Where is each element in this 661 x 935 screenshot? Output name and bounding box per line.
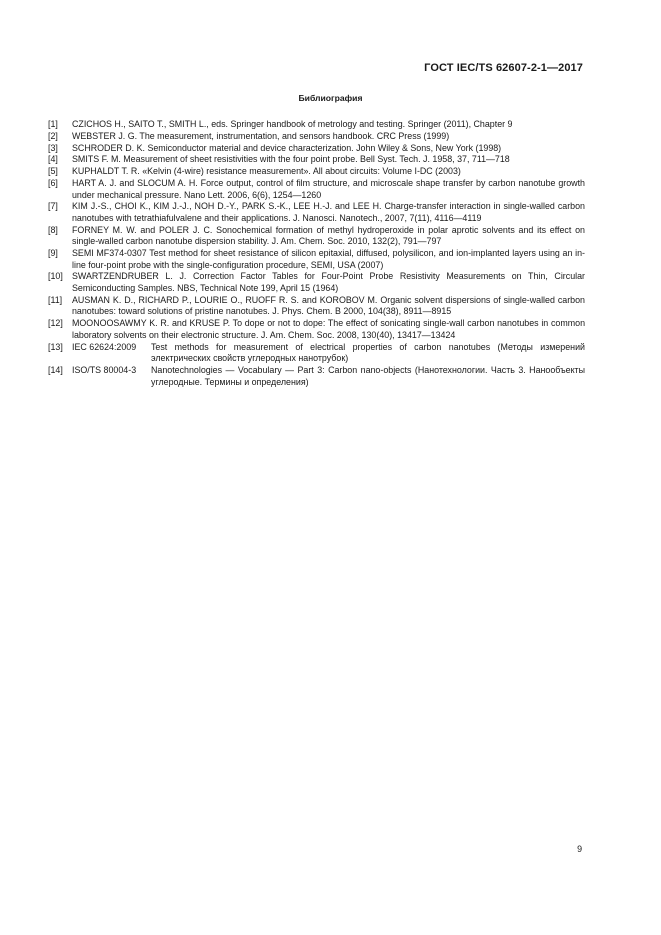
reference-item bbox=[48, 154, 585, 166]
reference-text: SEMI MF374-0307 Test method for sheet resistance of silicon epitaxial, diffused, polysilicon, and ion-implanted layers using an in-line four-point probe with the single-configuration procedure, SEMI, USA (2007) bbox=[72, 248, 585, 270]
reference-text: MOONOOSAWMY K. R. and KRUSE P. To dope or not to dope: The effect of sonicating single-wall carbon nanotubes in common laboratory solvents on their electronic structure. J. Am. Chem. Soc. 2008, 130(40), 13417—13424 bbox=[72, 318, 585, 340]
reference-number: [9] bbox=[48, 248, 58, 259]
reference-text: SWARTZENDRUBER L. J. Correction Factor Tables for Four-Point Probe Resistivity Measurements on Thin, Circular Semiconducting Samples. NBS, Technical Note 199, April 15 (1964) bbox=[72, 271, 585, 293]
reference-text: Test methods for measurement of electrical properties of carbon nanotubes (Методы измерений электрических свойств углеродных нанотрубок) bbox=[151, 341, 585, 364]
reference-item bbox=[48, 365, 585, 388]
reference-number: [7] bbox=[48, 201, 58, 212]
reference-standard-code: IEC 62624:2009 bbox=[72, 341, 137, 352]
reference-item bbox=[48, 166, 585, 178]
reference-text: FORNEY M. W. and POLER J. C. Sonochemical formation of methyl hydroperoxide in polar aprotic solvents and its effect on single-walled carbon nanotube dispersion stability. J. Am. Chem. Soc. 2010, 132(2), 791—797 bbox=[72, 224, 585, 247]
reference-number: [1] bbox=[48, 119, 58, 129]
reference-number: [14] bbox=[48, 364, 63, 375]
reference-item bbox=[48, 201, 585, 224]
document-code: ГОСТ IEC/TS 62607-2-1—2017 bbox=[424, 62, 583, 74]
reference-number: [13] bbox=[48, 341, 63, 352]
reference-number: [8] bbox=[48, 224, 58, 235]
reference-text: HART A. J. and SLOCUM A. H. Force output, control of film structure, and microscale shape transfer by carbon nanotube growth under mechanical pressure. Nano Lett. 2006, 6(6), 1254—1260 bbox=[72, 177, 585, 200]
page-number: 9 bbox=[577, 844, 582, 854]
reference-number: [2] bbox=[48, 130, 58, 141]
reference-text: KIM J.-S., CHOI K., KIM J.-J., NOH D.-Y., PARK S.-K., LEE H.-J. and LEE H. Charge-transfer interaction in single-walled carbon nanotubes with tetrathiafulvalene and their applications. J. Nanosci. Nanotech., 2007, 7(11), 4116—4119 bbox=[72, 201, 585, 223]
reference-text: CZICHOS H., SAITO T., SMITH L., eds. Springer handbook of metrology and testing. Springer (2011), Chapter 9 bbox=[72, 119, 513, 129]
reference-text: SCHRODER D. K. Semiconductor material and device characterization. John Wiley & Sons, New York (1998) bbox=[72, 142, 502, 153]
reference-text: Nanotechnologies — Vocabulary — Part 3: Carbon nano-objects (Нанотехнологии. Часть 3. Нанообъекты углеродные. Термины и определения) bbox=[151, 364, 585, 387]
reference-item bbox=[48, 143, 585, 155]
reference-number: [6] bbox=[48, 177, 58, 188]
reference-text: SMITS F. M. Measurement of sheet resistivities with the four point probe. Bell Syst. Tech. J. 1958, 37, 711—718 bbox=[72, 154, 510, 165]
reference-item bbox=[48, 295, 585, 318]
reference-text: WEBSTER J. G. The measurement, instrumentation, and sensors handbook. CRC Press (1999) bbox=[72, 130, 450, 141]
reference-number: [12] bbox=[48, 318, 63, 329]
reference-item bbox=[48, 225, 585, 248]
reference-number: [10] bbox=[48, 271, 63, 282]
section-title: Библиография bbox=[298, 93, 363, 103]
reference-item bbox=[48, 119, 585, 131]
reference-item bbox=[48, 178, 585, 201]
reference-number: [4] bbox=[48, 154, 58, 165]
reference-number: [11] bbox=[48, 294, 63, 305]
reference-text: AUSMAN K. D., RICHARD P., LOURIE O., RUOFF R. S. and KOROBOV M. Organic solvent dispersions of single-walled carbon nanotubes: toward solutions of pristine nanotubes. J. Phys. Chem. B 2000, 104(38), 8911—8915 bbox=[72, 294, 585, 317]
reference-item bbox=[48, 318, 585, 341]
reference-item bbox=[48, 271, 585, 294]
reference-item bbox=[48, 342, 585, 365]
reference-number: [3] bbox=[48, 142, 58, 153]
reference-text: KUPHALDT T. R. «Kelvin (4-wire) resistance measurement». All about circuits: Volume I-DC (2003) bbox=[72, 166, 461, 177]
bibliography-list bbox=[48, 119, 585, 388]
reference-item bbox=[48, 248, 585, 271]
reference-item bbox=[48, 131, 585, 143]
reference-standard-code: ISO/TS 80004-3 bbox=[72, 364, 137, 375]
reference-number: [5] bbox=[48, 166, 58, 177]
